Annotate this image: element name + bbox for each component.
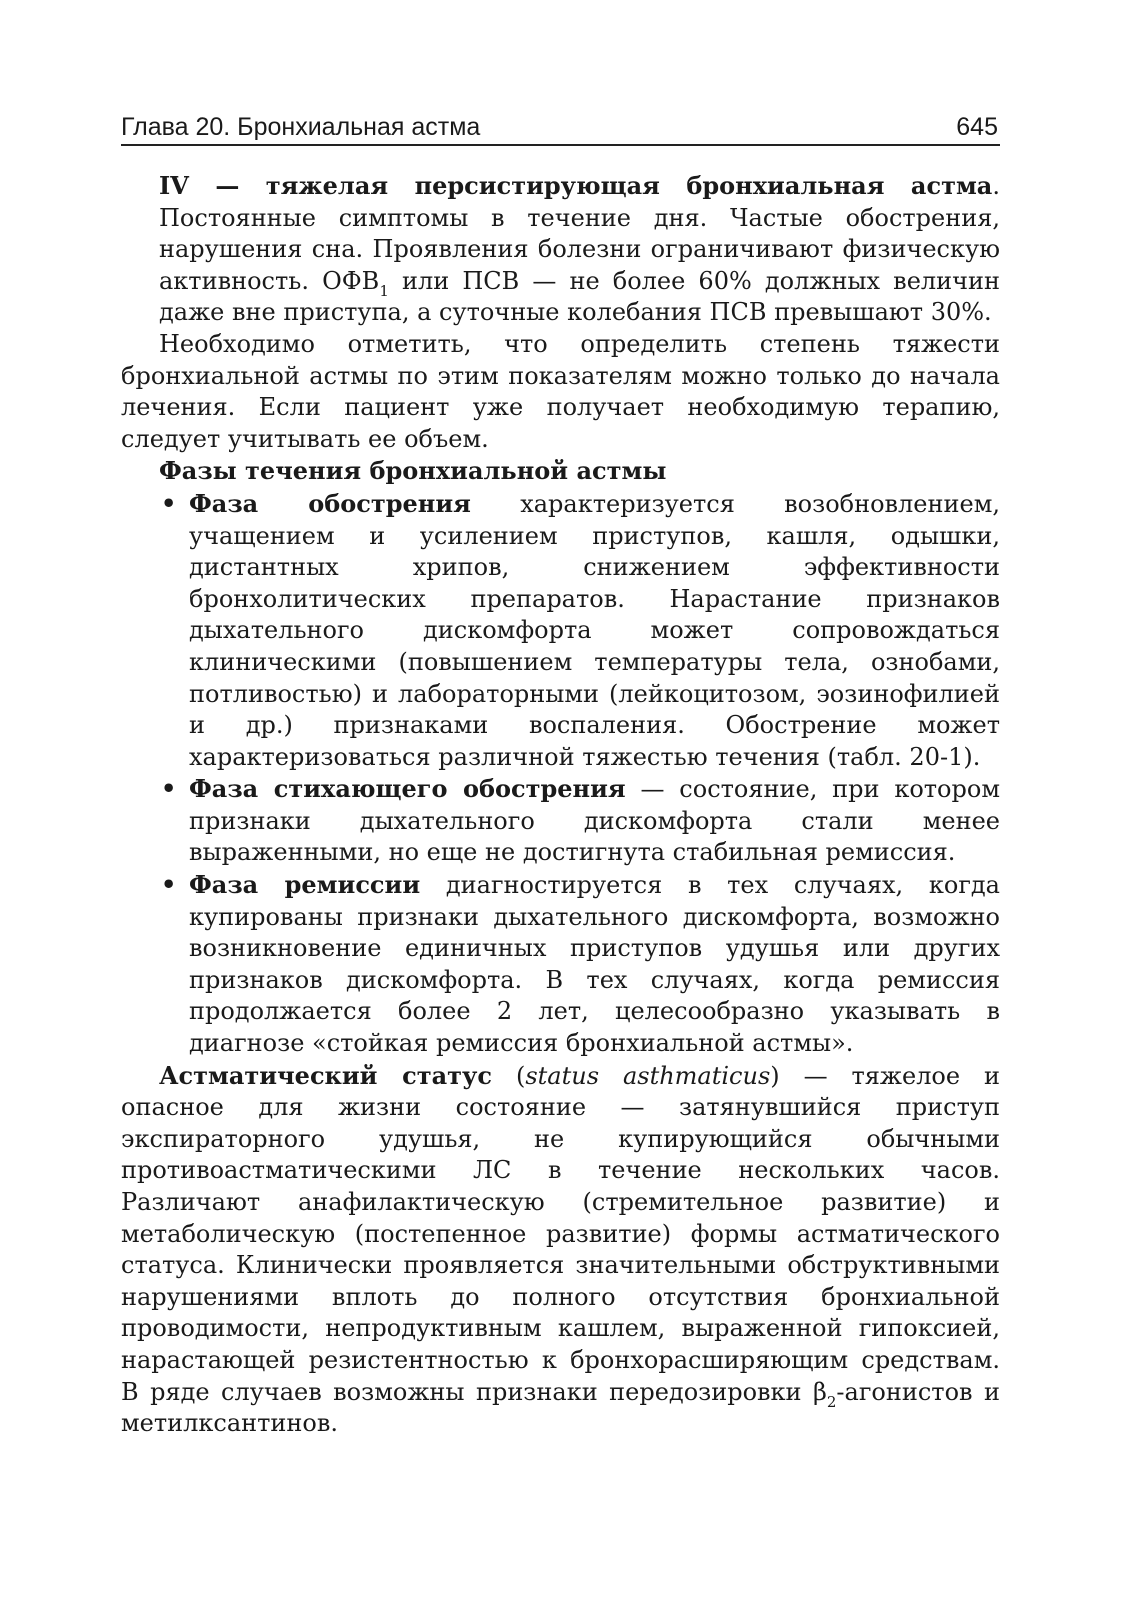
severity-iv-text-1: . Постоянные симптомы в течение дня. Частые обострения, нарушения сна. Проявления болезни ограничивают физическую активность. ОФВ <box>159 172 1000 295</box>
list-item-exacerbation <box>161 488 1000 773</box>
chapter-title: Глава 20. Бронхиальная астма <box>121 113 481 141</box>
phase-text: — состояние, при котором признаки дыхательного дискомфорта стали менее выраженными, но еще не достигнута стабильная ремиссия. <box>189 775 1000 867</box>
severity-iv-paragraph <box>121 170 1000 329</box>
bullet-icon: • <box>161 488 177 518</box>
phase-term: Фаза обострения <box>189 488 471 518</box>
phases-heading <box>121 455 1000 488</box>
bullet-icon: • <box>161 774 177 804</box>
status-latin: status asthmaticus <box>525 1061 771 1090</box>
phases-heading-text: Фазы течения бронхиальной астмы <box>159 456 667 486</box>
note-paragraph: Необходимо отметить, что определить степень тяжести бронхиальной астмы по этим показателям можно только до начала лечения. Если пациент уже получает необходимую терапию, следует учитывать ее объем. <box>121 329 1000 453</box>
phases-list <box>121 488 1000 1060</box>
status-text-2: -агонистов и метилксантинов. <box>121 1377 1000 1438</box>
status-term: Астматический статус <box>159 1060 493 1090</box>
list-item-remission <box>161 869 1000 1060</box>
page-number: 645 <box>956 113 998 141</box>
list-item-subsiding <box>161 773 1000 869</box>
severity-iv-term: IV — тяжелая персистирующая бронхиальная астма <box>159 171 993 200</box>
phase-term: Фаза ремиссии <box>189 870 421 900</box>
bullet-icon: • <box>161 870 177 900</box>
running-header <box>121 110 1000 146</box>
severity-iv-text-2: или ПСВ — не более 60% должных величин даже вне приступа, а суточные колебания ПСВ превышают 30%. <box>159 266 1000 327</box>
body-text <box>121 170 1000 1440</box>
status-text-1: ) — тяжелое и опасное для жизни состояние — затянувшийся приступ экспираторного удушья, не купирующийся обычными противоастматическими ЛС в течение нескольких часов. Различают анафилактическую (стремительное развитие) и метаболическую (постепенное развитие) формы астматического статуса. Клинически проявляется значительными обструктивными нарушениями вплоть до полного отсутствия бронхиальной проводимости, непродуктивным кашлем, выраженной гипоксией, нарастающей резистентностью к бронхорасширяющим средствам. В ряде случаев возможны признаки передозировки β <box>121 1061 1001 1406</box>
status-paragraph <box>121 1060 1000 1440</box>
status-paren-open: ( <box>492 1061 526 1090</box>
phase-term: Фаза стихающего обострения <box>189 774 626 804</box>
phase-text: характеризуется возобновлением, учащением и усилением приступов, кашля, одышки, дистантных хрипов, снижением эффективности бронхолитических препаратов. Нарастание признаков дыхательного дискомфорта может сопровождаться клиническими (повышением температуры тела, ознобами, потливостью) и лабораторными (лейкоцитозом, эозинофилией и др.) признаками воспаления. Обострение может характеризоваться различной тяжестью течения (табл. 20-1). <box>189 489 1000 771</box>
beta-subscript: 2 <box>826 1392 837 1411</box>
phase-text: диагностируется в тех случаях, когда купированы признаки дыхательного дискомфорта, возможно возникновение единичных приступов удушья или других признаков дискомфорта. В тех случаях, когда ремиссия продолжается более 2 лет, целесообразно указывать в диагнозе «стойкая ремиссия бронхиальной астмы». <box>189 871 1000 1058</box>
fev-subscript: 1 <box>379 281 389 300</box>
